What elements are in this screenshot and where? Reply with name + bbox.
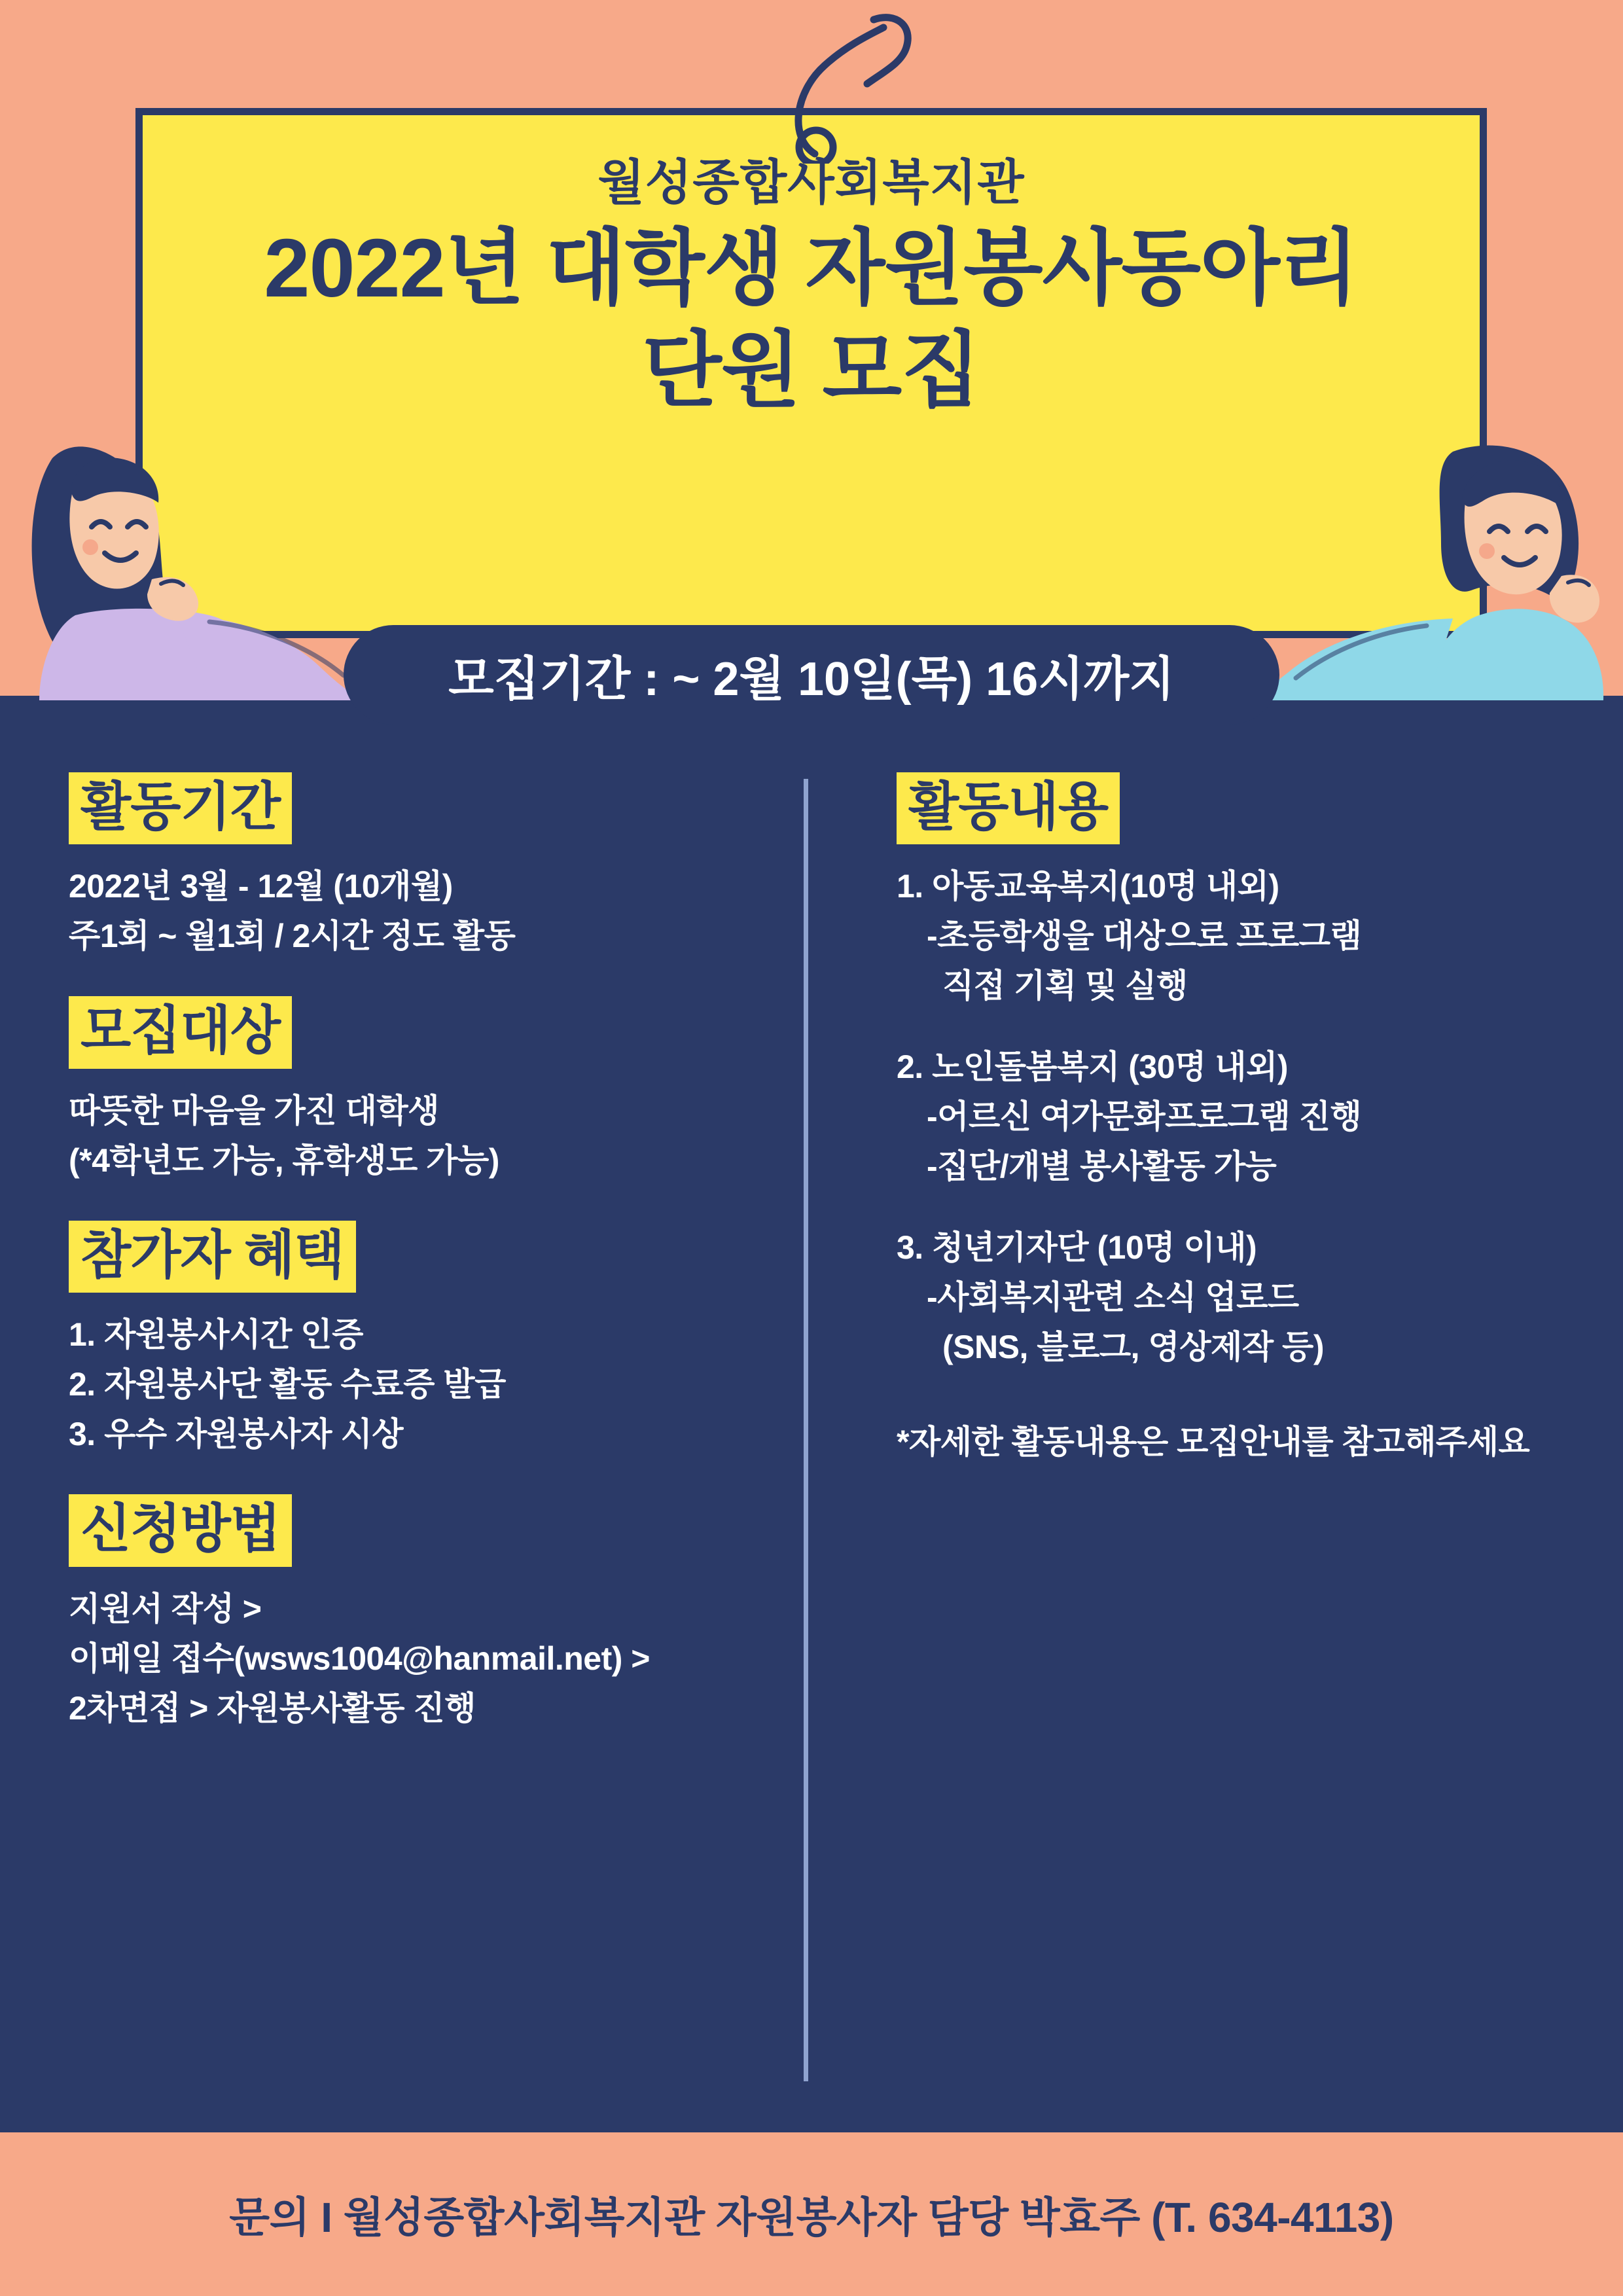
section-title-benefits: 참가자 혜택 bbox=[69, 1221, 356, 1293]
poster-header bbox=[0, 0, 1623, 696]
activity-item-1-title: 1. 아동교육복지(10명 내외) bbox=[897, 868, 1279, 905]
section-title-how-to-apply: 신청방법 bbox=[69, 1494, 292, 1566]
left-column bbox=[0, 772, 812, 2094]
section-activity-content bbox=[897, 772, 1577, 1467]
activity-item-2-detail-1: -어르신 여가문화프로그램 진행 bbox=[927, 1098, 1362, 1136]
benefits-line-2: 2. 자원봉사단 활동 수료증 발급 bbox=[69, 1366, 506, 1403]
activity-item-3 bbox=[897, 1223, 1577, 1372]
target-line-1: 따뜻한 마음을 가진 대학생 bbox=[69, 1092, 439, 1129]
spacer-2 bbox=[897, 1191, 1577, 1223]
activity-item-3-title: 3. 청년기자단 (10명 이내) bbox=[897, 1229, 1257, 1266]
safety-pin-icon bbox=[776, 13, 919, 164]
target-line-2: (*4학년도 가능, 휴학생도 가능) bbox=[69, 1141, 499, 1179]
activity-content-note: *자세한 활동내용은 모집안내를 참고해주세요 bbox=[897, 1424, 1530, 1461]
activity-item-2 bbox=[897, 1042, 1577, 1191]
benefits-line-3: 3. 우수 자원봉사자 시상 bbox=[69, 1416, 404, 1453]
apply-line-1: 지원서 작성 > bbox=[69, 1590, 262, 1627]
section-how-to-apply bbox=[69, 1494, 792, 1732]
activity-period-line-1: 2022년 3월 - 12월 (10개월) bbox=[69, 868, 453, 905]
spacer-1 bbox=[897, 1011, 1577, 1042]
organization-name: 월성종합사회복지관 bbox=[597, 155, 1025, 209]
activity-item-1 bbox=[897, 861, 1577, 1011]
section-benefits bbox=[69, 1221, 792, 1459]
activity-item-3-detail-2: (SNS, 블로그, 영상제작 등) bbox=[942, 1329, 1324, 1366]
activity-item-3-detail-1: -사회복지관련 소식 업로드 bbox=[927, 1279, 1299, 1316]
right-column bbox=[812, 772, 1623, 2094]
activity-item-2-title: 2. 노인돌봄복지 (30명 내외) bbox=[897, 1049, 1288, 1086]
activity-item-1-detail-1: -초등학생을 대상으로 프로그램 bbox=[927, 918, 1362, 955]
section-title-activity-period: 활동기간 bbox=[69, 772, 292, 844]
poster-footer bbox=[0, 2132, 1623, 2296]
section-title-activity-content: 활동내용 bbox=[897, 772, 1120, 844]
content-columns bbox=[0, 772, 1623, 2094]
activity-period-line-2: 주1회 ~ 월1회 / 2시간 정도 활동 bbox=[69, 918, 516, 955]
footer-contact: 문의 I 월성종합사회복지관 자원봉사자 담당 박효주 (T. 634-4113) bbox=[229, 2194, 1394, 2241]
activity-item-2-detail-2: -집단/개별 봉사활동 가능 bbox=[927, 1148, 1277, 1185]
poster-title-line2: 단원 모집 bbox=[642, 323, 980, 416]
column-divider bbox=[804, 779, 808, 2081]
recruit-period-badge: 모집기간 : ~ 2월 10일(목) 16시까지 bbox=[344, 625, 1279, 725]
benefits-line-1: 1. 자원봉사시간 인증 bbox=[69, 1316, 363, 1354]
activity-item-1-detail-2: 직접 기획 및 실행 bbox=[942, 967, 1188, 1005]
apply-line-2: 이메일 접수(wsws1004@hanmail.net) > bbox=[69, 1640, 650, 1677]
poster-title-line1: 2022년 대학생 자원봉사동아리 bbox=[264, 221, 1359, 314]
section-title-target: 모집대상 bbox=[69, 996, 292, 1068]
section-target bbox=[69, 996, 792, 1185]
section-activity-period bbox=[69, 772, 792, 961]
apply-line-3: 2차면접 > 자원봉사활동 진행 bbox=[69, 1689, 476, 1727]
